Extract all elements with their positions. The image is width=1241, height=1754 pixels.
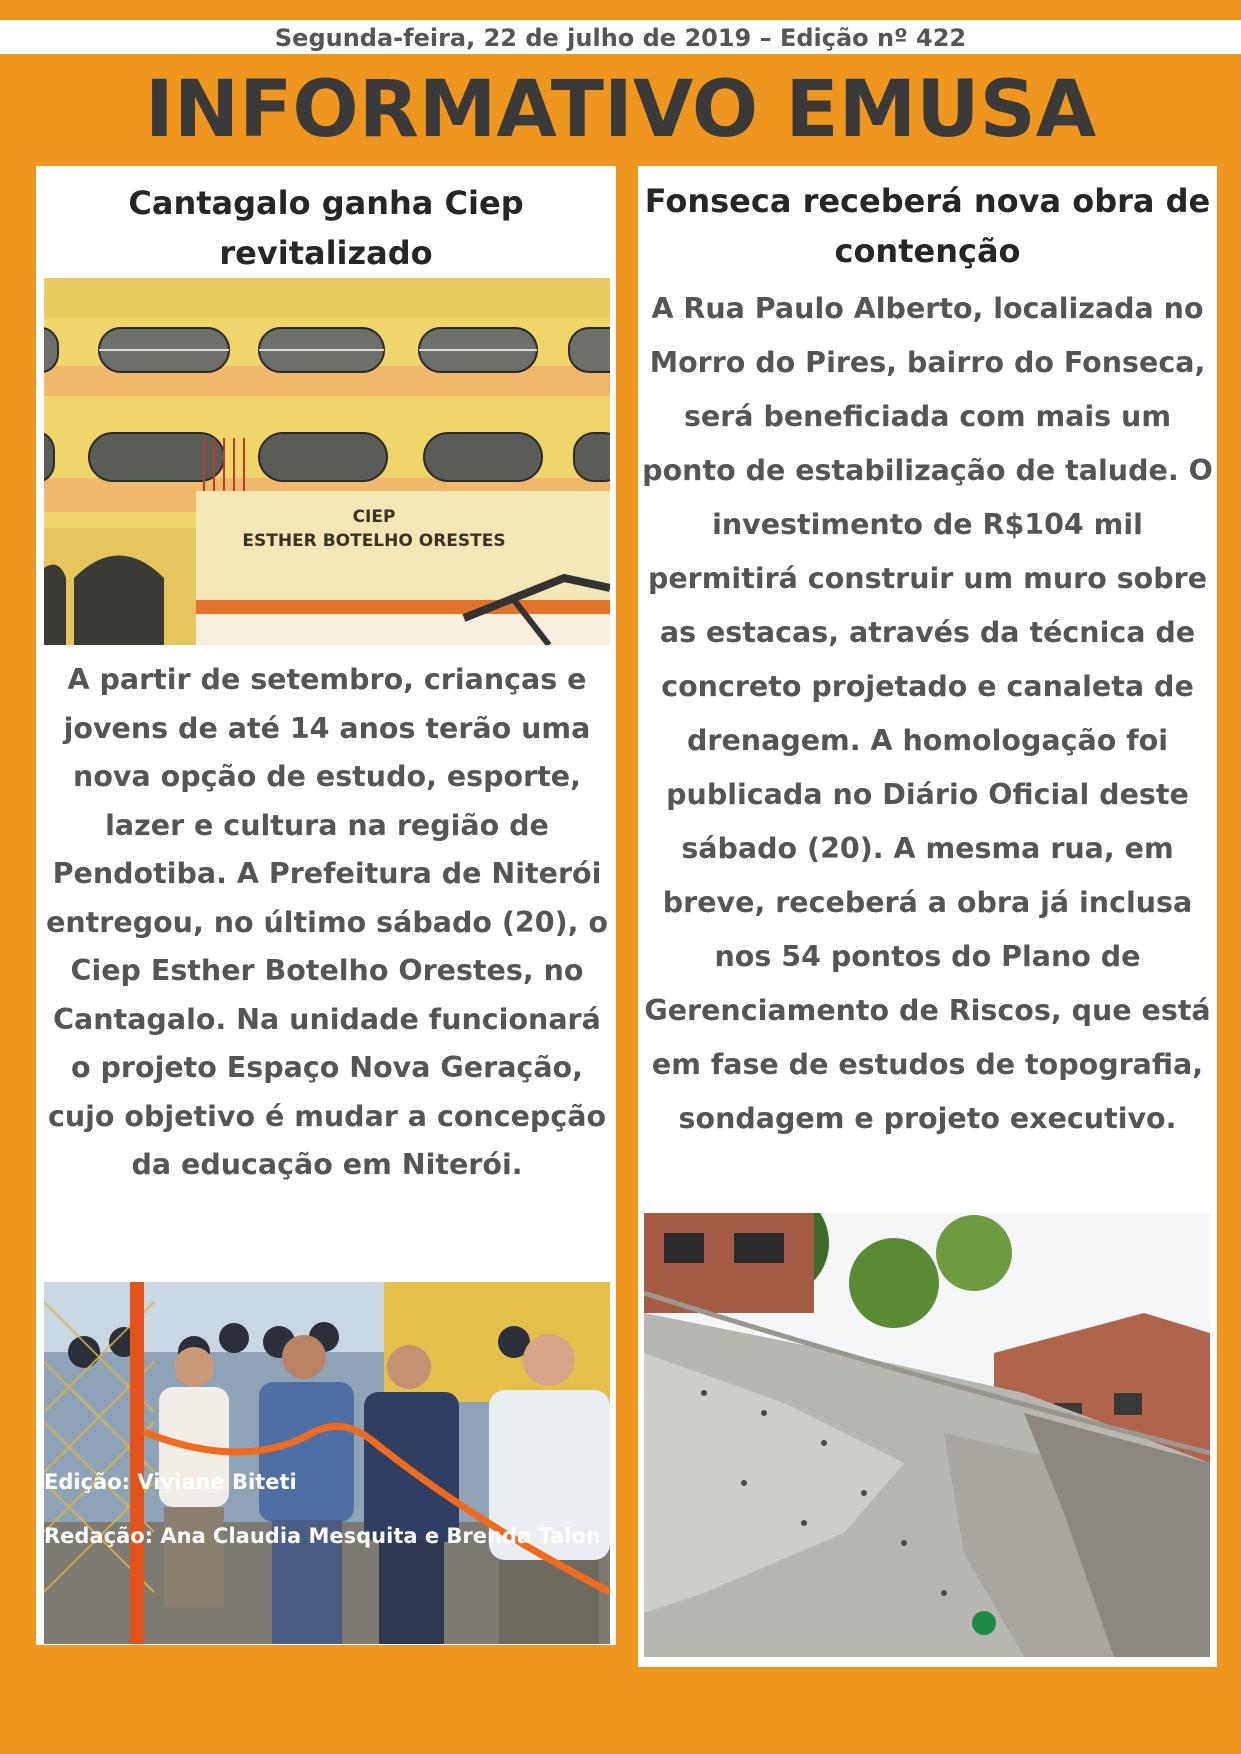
dateline: Segunda-feira, 22 de julho de 2019 – Edição nº 422 (0, 20, 1241, 54)
credit-edicao: Edição: Viviane Biteti (44, 1470, 297, 1494)
left-article-headline: Cantagalo ganha Ciep revitalizado (128, 184, 524, 272)
left-article-body: A partir de setembro, crianças e jovens de até 14 anos terão uma nova opção de estudo, esporte, lazer e cultura na região de Pendotiba. A Prefeitura de Niterói entregou, no último sábado (20), o Ciep Esther Botelho Orestes, no Cantagalo. Na unidade funcionará o projeto Espaço Nova Geração, cujo objetivo é mudar a concepção da educação em Niterói. (46, 663, 608, 1181)
ciep-sign-line2: ESTHER BOTELHO ORESTES (242, 531, 506, 551)
right-article (638, 166, 1217, 1667)
right-article-headline: Fonseca receberá nova obra de contenção (644, 182, 1211, 270)
ribbon-cutting-photo (44, 1282, 610, 1644)
slope-works-photo (644, 1213, 1210, 1657)
right-article-body: A Rua Paulo Alberto, localizada no Morro do Pires, bairro do Fonseca, será beneficiada com mais um ponto de estabilização de talude. O investimento de R$104 mil permitirá construir um muro sobre as estacas, através da técnica de concreto projetado e canaleta de drenagem. A homologação foi publicada no Diário Oficial deste sábado (20). A mesma rua, em breve, receberá a obra já inclusa nos 54 pontos do Plano de Gerenciamento de Riscos, que está em fase de estudos de topografia, sondagem e projeto executivo. (642, 292, 1213, 1135)
credit-redacao: Redação: Ana Claudia Mesquita e Brenda Talon (44, 1524, 601, 1548)
left-article (36, 166, 616, 1645)
ciep-building-photo (44, 278, 610, 645)
ciep-sign-line1: CIEP (352, 507, 396, 527)
masthead-title: INFORMATIVO EMUSA (144, 65, 1097, 155)
